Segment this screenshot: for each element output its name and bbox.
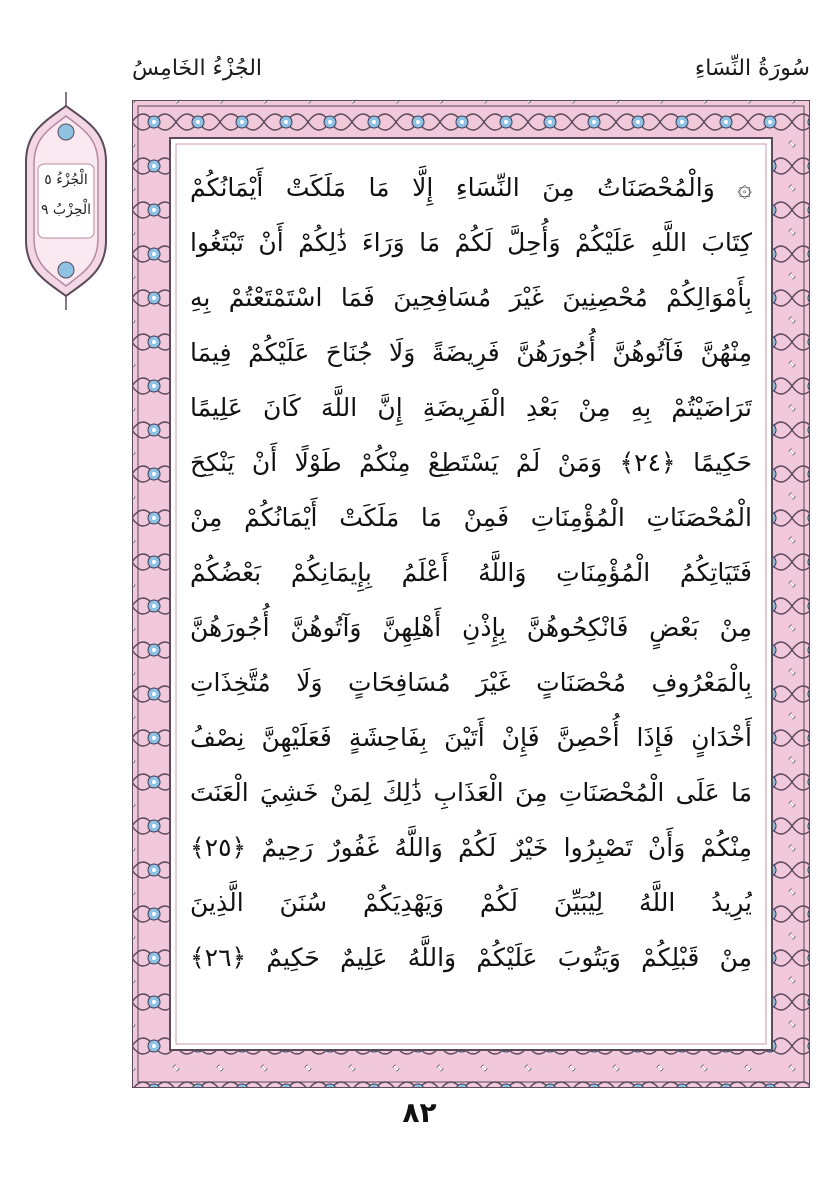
marker-ornament <box>18 92 114 310</box>
verse-line: مِنْكُمْ وَأَنْ تَصْبِرُوا خَيْرٌ لَكُمْ وَاللَّهُ غَفُورٌ رَحِيمٌ ﴿٢٥﴾ <box>190 833 752 862</box>
verse-line: بِالْمَعْرُوفِ مُحْصَنَاتٍ غَيْرَ مُسَافِحَاتٍ وَلَا مُتَّخِذَاتِ <box>190 668 752 697</box>
verse-line: مِنْهُنَّ فَآتُوهُنَّ أُجُورَهُنَّ فَرِيضَةً وَلَا جُنَاحَ عَلَيْكُمْ فِيمَا <box>190 338 752 367</box>
juz-hizb-marker <box>18 92 114 310</box>
verse-line: مَا عَلَى الْمُحْصَنَاتِ مِنَ الْعَذَابِ ذَٰلِكَ لِمَنْ خَشِيَ الْعَنَتَ <box>190 778 752 807</box>
verse-line: فَتَيَاتِكُمُ الْمُؤْمِنَاتِ وَاللَّهُ أَعْلَمُ بِإِيمَانِكُمْ بَعْضُكُمْ <box>190 558 752 587</box>
page-number: ٨٢ <box>402 1096 437 1129</box>
verse-line: بِأَمْوَالِكُمْ مُحْصِنِينَ غَيْرَ مُسَافِحِينَ فَمَا اسْتَمْتَعْتُمْ بِهِ <box>190 283 752 312</box>
hizb-label: الْحِزْبُ ٩ <box>40 202 92 218</box>
verse-line: مِنْ قَبْلِكُمْ وَيَتُوبَ عَلَيْكُمْ وَاللَّهُ عَلِيمٌ حَكِيمٌ ﴿٢٦﴾ <box>190 943 752 972</box>
juz-label: الْجُزْءُ ٥ <box>44 172 88 188</box>
verse-line: كِتَابَ اللَّهِ عَلَيْكُمْ وَأُحِلَّ لَكُمْ مَا وَرَاءَ ذَٰلِكُمْ أَنْ تَبْتَغُوا <box>190 228 752 257</box>
verse-line: حَكِيمًا ﴿٢٤﴾ وَمَنْ لَمْ يَسْتَطِعْ مِنْكُمْ طَوْلًا أَنْ يَنْكِحَ <box>190 448 752 477</box>
page-header <box>132 56 810 96</box>
juz-title: الجُزْءُ الخَامِسُ <box>132 56 263 81</box>
surah-title: سُورَةُ النِّسَاءِ <box>694 56 810 81</box>
verse-line: ۞ وَالْمُحْصَنَاتُ مِنَ النِّسَاءِ إِلَّا مَا مَلَكَتْ أَيْمَانُكُمْ <box>190 173 752 202</box>
verse-line: مِنْ بَعْضٍ فَانْكِحُوهُنَّ بِإِذْنِ أَهْلِهِنَّ وَآتُوهُنَّ أُجُورَهُنَّ <box>190 613 752 642</box>
verse-line: تَرَاضَيْتُمْ بِهِ مِنْ بَعْدِ الْفَرِيضَةِ إِنَّ اللَّهَ كَانَ عَلِيمًا <box>190 393 752 422</box>
verse-line: الْمُحْصَنَاتِ الْمُؤْمِنَاتِ فَمِنْ مَا مَلَكَتْ أَيْمَانُكُمْ مِنْ <box>190 503 752 532</box>
verse-line: أَخْدَانٍ فَإِذَا أُحْصِنَّ فَإِنْ أَتَيْنَ بِفَاحِشَةٍ فَعَلَيْهِنَّ نِصْفُ <box>190 723 752 752</box>
verses-block <box>190 160 752 1030</box>
verse-line: يُرِيدُ اللَّهُ لِيُبَيِّنَ لَكُمْ وَيَهْدِيَكُمْ سُنَنَ الَّذِينَ <box>190 888 752 917</box>
